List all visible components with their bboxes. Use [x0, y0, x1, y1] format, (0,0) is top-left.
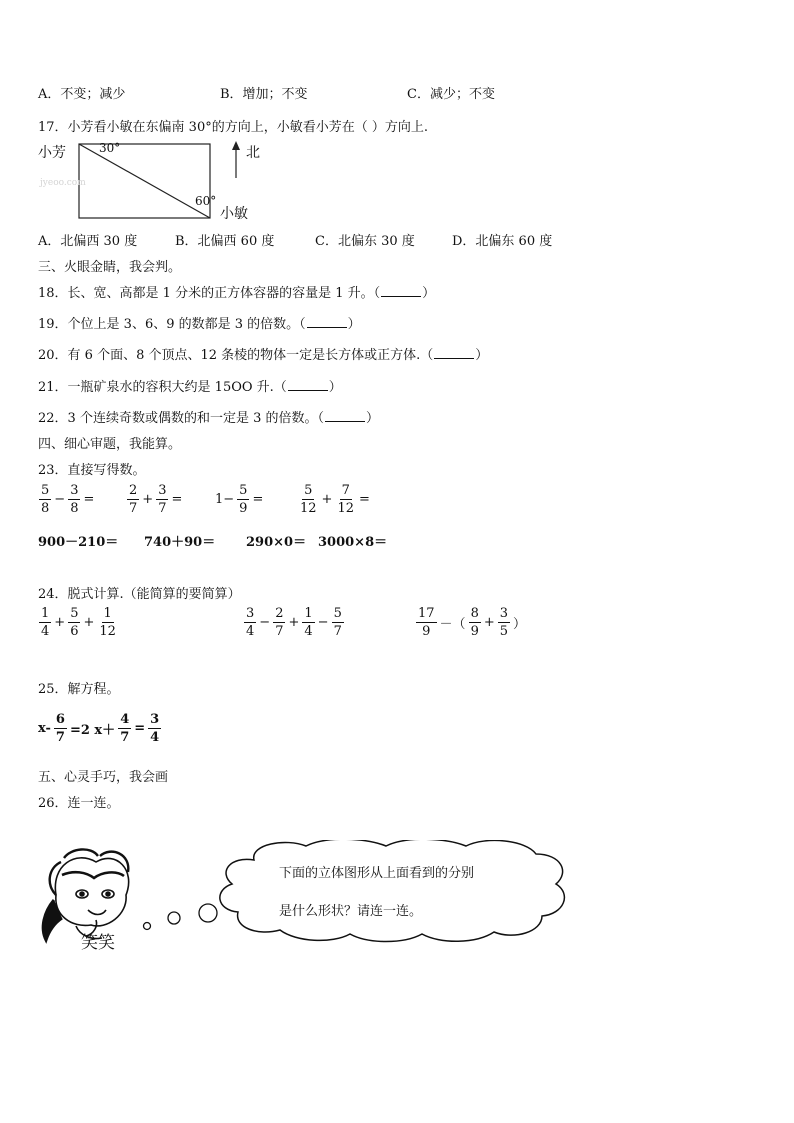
- fraction: [68, 484, 80, 515]
- fraction: [148, 713, 161, 744]
- fraction: [244, 607, 256, 638]
- math-operator: −: [317, 615, 329, 630]
- label-xiaomin: 小敏: [220, 206, 248, 222]
- q24-expr-1: [38, 607, 119, 638]
- bubble-text-line2: 是什么形状？请连一连。: [279, 904, 423, 919]
- q21-text: 21．一瓶矿泉水的容积大约是 15OO 升.（: [38, 380, 287, 395]
- fraction-part: 5: [239, 483, 248, 498]
- fraction: [39, 484, 51, 515]
- fraction-part: 3: [150, 712, 160, 727]
- math-operator: +: [142, 492, 154, 507]
- close-paren: ）: [475, 348, 489, 363]
- fraction-part: 4: [120, 712, 130, 727]
- answer-blank[interactable]: [325, 409, 365, 422]
- q17-option-c: C．北偏东 30 度: [315, 234, 415, 249]
- q17-option-d: D．北偏东 60 度: [452, 234, 553, 249]
- q23-expr-3: [213, 484, 265, 515]
- diagram-diagonal: [79, 144, 210, 218]
- q21-item: [38, 376, 342, 395]
- fraction: [127, 484, 139, 515]
- q19-text: 19．个位上是 3、6、9 的数都是 3 的倍数。（: [38, 317, 306, 332]
- math-operator: =2 x＋: [69, 723, 116, 738]
- fraction: [302, 607, 314, 638]
- q24-title: 24．脱式计算.（能简算的要简算）: [38, 587, 241, 602]
- q24-expr-3: [415, 607, 528, 638]
- fraction-part: 7: [275, 624, 284, 639]
- math-operator: =: [359, 492, 370, 507]
- math-operator: +: [83, 615, 95, 630]
- q22-text: 22．3 个连续奇数或偶数的和一定是 3 的倍数。（: [38, 411, 324, 426]
- q23-title: 23．直接写得数。: [38, 463, 146, 478]
- angle-60-label: 60°: [195, 194, 217, 208]
- fraction-part: 5: [41, 483, 50, 498]
- angle-30-label: 30°: [99, 141, 121, 155]
- close-paren: ）: [422, 286, 436, 301]
- q23-int-4: 3000×8＝: [318, 535, 388, 550]
- math-operator: +: [483, 615, 495, 630]
- thought-bubble-illustration: [36, 840, 596, 960]
- fraction-part: 7: [333, 624, 342, 639]
- q17-direction-diagram: [38, 138, 268, 228]
- q18-text: 18．长、宽、高都是 1 分米的正方体容器的容量是 1 升。（: [38, 286, 381, 301]
- fraction-part: 7: [120, 730, 130, 745]
- thought-cloud: [220, 840, 565, 942]
- answer-blank[interactable]: [288, 378, 328, 391]
- q23-int-2: 740＋90＝: [144, 535, 216, 550]
- fraction-part: 1: [41, 606, 50, 621]
- fraction-part: 7: [158, 501, 167, 516]
- fraction-part: 9: [239, 501, 248, 516]
- girl-character-icon: [43, 849, 128, 940]
- fraction-part: 12: [337, 501, 354, 516]
- fraction-part: 2: [275, 606, 284, 621]
- fraction: [39, 607, 51, 638]
- fraction-part: 4: [150, 730, 160, 745]
- q23-expr-2: [126, 484, 184, 515]
- answer-blank[interactable]: [434, 346, 474, 359]
- math-operator: +: [321, 492, 333, 507]
- bubble-text-line1: 下面的立体图形从上面看到的分别: [279, 866, 475, 881]
- fraction-part: 3: [70, 483, 79, 498]
- fraction-part: 4: [41, 624, 50, 639]
- q25-title: 25．解方程。: [38, 682, 120, 697]
- q16-option-c: C．减少；不变: [407, 87, 495, 102]
- q18-item: [38, 282, 435, 301]
- fraction: [68, 607, 80, 638]
- fraction: [97, 607, 118, 638]
- math-operator: −: [259, 615, 271, 630]
- close-paren: ）: [365, 411, 379, 426]
- fraction: [298, 484, 319, 515]
- answer-blank[interactable]: [307, 315, 347, 328]
- q23-int-3: 290×0＝: [246, 535, 307, 550]
- fraction: [416, 607, 437, 638]
- section5-title: 五、心灵手巧，我会画: [38, 770, 169, 785]
- fraction: [332, 607, 344, 638]
- label-north: 北: [246, 145, 260, 161]
- fraction-part: 1: [103, 606, 112, 621]
- label-xiaofang: 小芳: [38, 145, 66, 161]
- thought-dot-small: [144, 923, 151, 930]
- math-operator: +: [288, 615, 300, 630]
- math-operator: +: [54, 615, 66, 630]
- q24-expr-2: [243, 607, 345, 638]
- section3-title: 三、火眼金睛，我会判。: [38, 260, 182, 275]
- q23-expr-4: [297, 484, 372, 515]
- q22-item: [38, 407, 379, 426]
- fraction-part: 6: [55, 712, 65, 727]
- section4-title: 四、细心审题，我能算。: [38, 437, 182, 452]
- fraction-part: 4: [246, 624, 255, 639]
- fraction-part: 12: [99, 624, 116, 639]
- fraction: [273, 607, 285, 638]
- character-name-label: 笑笑: [81, 933, 115, 953]
- fraction-part: 8: [41, 501, 50, 516]
- q17-question: 17．小芳看小敏在东偏南 30°的方向上，小敏看小芳在（ ）方向上.: [38, 120, 428, 135]
- fraction-part: 3: [246, 606, 255, 621]
- fraction: [469, 607, 481, 638]
- fraction: [54, 713, 67, 744]
- fraction-part: 5: [70, 606, 79, 621]
- fraction-part: 17: [418, 606, 435, 621]
- q23-expr-1: [38, 484, 96, 515]
- fraction: [335, 484, 356, 515]
- fraction-part: 2: [129, 483, 138, 498]
- fraction-part: 5: [304, 483, 313, 498]
- fraction-part: 3: [499, 606, 509, 621]
- fraction: [156, 484, 168, 515]
- thought-dot-medium: [168, 912, 180, 924]
- fraction-part: 7: [55, 730, 65, 745]
- q20-item: [38, 344, 488, 363]
- fraction-part: 1: [304, 606, 313, 621]
- thought-dot-large: [199, 904, 217, 922]
- q17-option-b: B．北偏西 60 度: [175, 234, 275, 249]
- fraction-part: 8: [70, 501, 79, 516]
- math-operator: 1−: [215, 492, 235, 507]
- watermark: jyeoo.com: [40, 178, 86, 188]
- math-operator: =: [134, 721, 146, 736]
- fraction-part: 12: [300, 501, 317, 516]
- q23-int-1: 900－210＝: [38, 535, 119, 550]
- q17-option-a: A．北偏西 30 度: [38, 234, 138, 249]
- math-operator: =: [171, 492, 183, 507]
- q16-option-b: B．增加；不变: [220, 87, 308, 102]
- north-arrow-head: [232, 141, 240, 150]
- fraction-part: 9: [422, 624, 431, 639]
- answer-blank[interactable]: [381, 284, 421, 297]
- q16-option-a: A．不变；减少: [38, 87, 126, 102]
- math-operator: －（: [439, 617, 466, 632]
- math-operator: =: [252, 492, 264, 507]
- math-operator: x-: [38, 721, 51, 736]
- math-operator: =: [83, 492, 95, 507]
- fraction: [498, 607, 510, 638]
- q19-item: [38, 313, 361, 332]
- fraction-part: 7: [129, 501, 138, 516]
- close-paren: ）: [328, 380, 342, 395]
- q26-title: 26．连一连。: [38, 796, 120, 811]
- close-paren: ）: [347, 317, 361, 332]
- math-operator: ）: [513, 617, 527, 632]
- fraction-part: 4: [304, 624, 313, 639]
- fraction-part: 3: [158, 483, 167, 498]
- fraction-part: 9: [470, 624, 479, 639]
- fraction: [237, 484, 249, 515]
- fraction-part: 5: [333, 606, 342, 621]
- fraction-part: 6: [70, 624, 79, 639]
- fraction-part: 7: [341, 483, 350, 498]
- fraction-part: 8: [470, 606, 479, 621]
- math-operator: −: [54, 492, 66, 507]
- q20-text: 20．有 6 个面、8 个顶点、12 条棱的物体一定是长方体或正方体.（: [38, 348, 434, 363]
- fraction-part: 5: [499, 624, 509, 639]
- fraction: [118, 713, 131, 744]
- q25-equation: [38, 713, 162, 744]
